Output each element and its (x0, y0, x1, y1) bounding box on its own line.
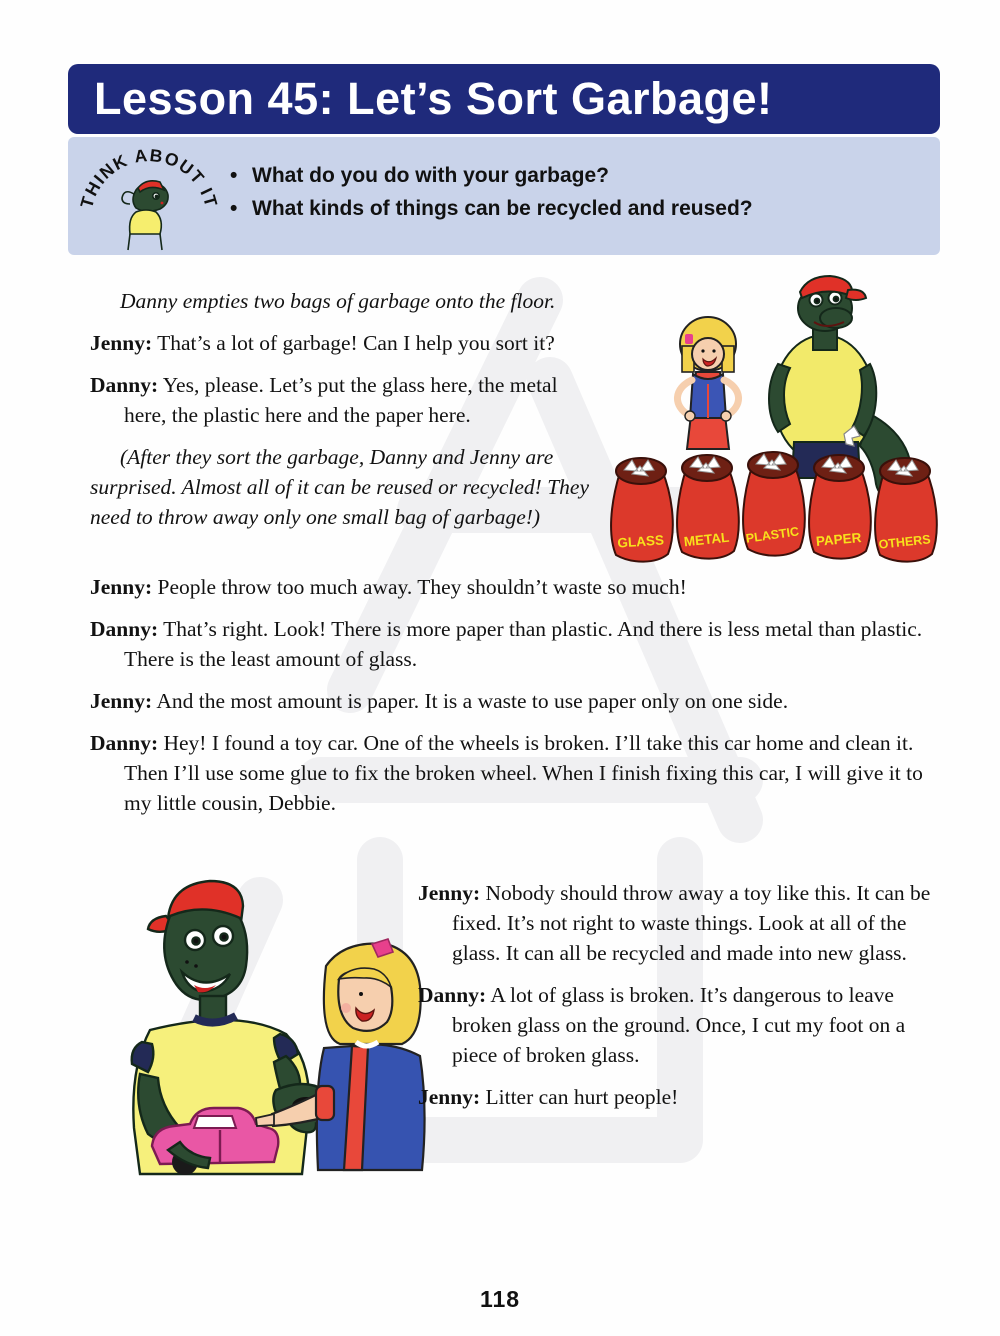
question-item (230, 192, 753, 225)
bag-others (875, 458, 937, 562)
question-text: What kinds of things can be recycled and reused? (252, 197, 753, 220)
dialogue-text: Hey! I found a toy car. One of the wheels is broken. I’ll take this car home and clean it. Then I’ll use some glue to fix the broken wheel. When I finish fixing this car, I will give it to my little cousin, Debbie. (124, 731, 923, 815)
dialogue-text: Nobody should throw away a toy like this. It can be fixed. It’s not right to waste things. Look at all of the glass. It can all be recycled and made into new glass. (452, 881, 931, 965)
speaker-name: Danny: (418, 983, 487, 1007)
dialogue-line (90, 572, 940, 602)
think-about-it-logo (76, 138, 222, 256)
speaker-name: Jenny: (90, 575, 153, 599)
sorting-scene-illustration (608, 264, 940, 564)
lesson-title-bar (68, 64, 940, 134)
bag-label: PAPER (815, 530, 862, 549)
dialogue-text: A lot of glass is broken. It’s dangerous to leave broken glass on the ground. Once, I cut my foot on a piece of broken glass. (452, 983, 906, 1067)
question-item (230, 159, 753, 192)
toy-car-scene-illustration (90, 866, 430, 1176)
bullet-icon: • (230, 197, 238, 220)
dialogue-line (90, 614, 940, 674)
jenny-character (677, 317, 738, 449)
bag-metal (677, 455, 739, 559)
danny-character (132, 881, 337, 1175)
dialogue-line (90, 728, 940, 818)
speaker-name: Jenny: (90, 689, 153, 713)
dialogue-text: Yes, please. Let’s put the glass here, the metal here, the plastic here and the paper here. (124, 373, 558, 427)
dialogue-text: That’s a lot of garbage! Can I help you sort it? (157, 331, 555, 355)
speaker-name: Danny: (90, 731, 159, 755)
question-text: What do you do with your garbage? (252, 164, 609, 187)
bullet-icon: • (230, 164, 238, 187)
bag-label: PLASTIC (744, 524, 800, 546)
dialogue-text: People throw too much away. They shouldn’t waste so much! (157, 575, 687, 599)
dialogue-line (90, 686, 940, 716)
dialogue-text: That’s right. Look! There is more paper than plastic. And there is less metal than plastic. There is the least amount of glass. (124, 617, 923, 671)
story-section-bottom (90, 878, 940, 1184)
speaker-name: Jenny: (90, 331, 153, 355)
stage-direction: (After they sort the garbage, Danny and Jenny are surprised. Almost all of it can be reused or recycled! They need to throw away only one small bag of garbage!) (90, 445, 589, 529)
think-questions (230, 159, 753, 225)
dialogue-text: Litter can hurt people! (485, 1085, 679, 1109)
dialogue-text: And the most amount is paper. It is a waste to use paper only on one side. (156, 689, 789, 713)
story-section-top (90, 286, 940, 830)
bag-glass (611, 458, 673, 562)
speaker-name: Danny: (90, 373, 159, 397)
speaker-name: Danny: (90, 617, 159, 641)
speaker-name: Jenny: (418, 1085, 481, 1109)
stage-direction: Danny empties two bags of garbage onto the floor. (120, 289, 556, 313)
logo-arc-text: THINK ABOUT IT (76, 144, 222, 211)
page-number: 118 (479, 1286, 521, 1312)
page-title: Lesson 45: Let’s Sort Garbage! (94, 73, 773, 124)
bag-label: METAL (683, 529, 730, 550)
bag-plastic (743, 452, 805, 556)
dinosaur-icon (122, 181, 168, 250)
speaker-name: Jenny: (418, 881, 481, 905)
think-about-it-banner (68, 137, 940, 255)
bag-paper (809, 455, 871, 559)
bag-label: OTHERS (877, 532, 932, 552)
garbage-bags (611, 452, 937, 562)
bag-label: GLASS (616, 532, 665, 551)
